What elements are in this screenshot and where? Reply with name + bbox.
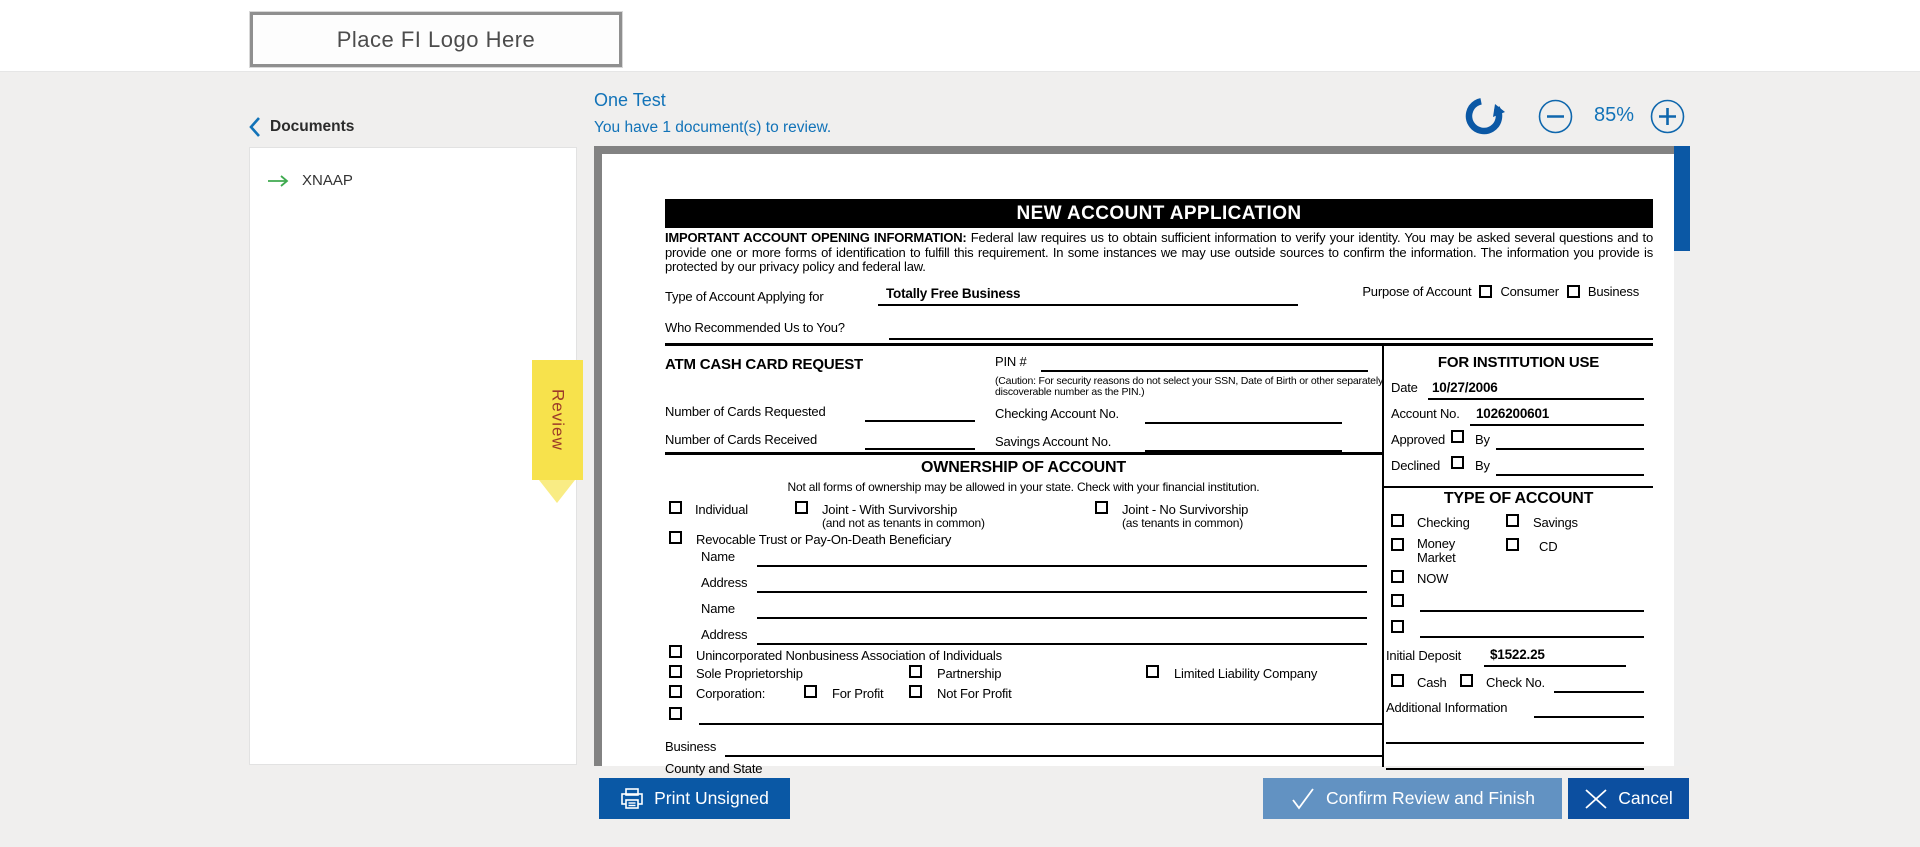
checking-account-no-label: Checking Account No.	[995, 405, 1119, 421]
savings-label: Savings	[1533, 514, 1578, 530]
purpose-of-account-group	[1362, 284, 1639, 299]
print-unsigned-button[interactable]	[599, 778, 790, 819]
back-chevron-icon	[249, 116, 261, 138]
joint-with-label: Joint - With Survivorship	[822, 501, 958, 517]
documents-to-review-text: You have 1 document(s) to review.	[594, 119, 832, 136]
check-checkbox	[1460, 674, 1473, 687]
top-bar	[0, 0, 1920, 72]
ownership-section	[665, 452, 1382, 776]
revocable-checkbox	[669, 531, 682, 544]
form-columns	[665, 343, 1653, 776]
zoom-level: 85%	[1594, 104, 1635, 126]
checking-checkbox	[1391, 514, 1404, 527]
form-title: NEW ACCOUNT APPLICATION	[665, 199, 1653, 228]
section-divider	[1384, 486, 1653, 488]
confirm-review-finish-button[interactable]	[1263, 778, 1562, 819]
name-label-2: Name	[701, 600, 735, 616]
refresh-button[interactable]	[1462, 94, 1506, 138]
other-entity-checkbox	[669, 707, 682, 720]
money-market-checkbox	[1391, 538, 1404, 551]
documents-back[interactable]	[249, 116, 354, 138]
blank-field-line	[1484, 665, 1626, 667]
cancel-label: Cancel	[1618, 788, 1673, 808]
type-applying-label: Type of Account Applying for	[665, 288, 824, 304]
form-intro	[665, 231, 1653, 275]
cd-label: CD	[1539, 538, 1558, 554]
consumer-checkbox	[1479, 285, 1492, 298]
unincorporated-label: Unincorporated Nonbusiness Association of Individuals	[696, 647, 1002, 663]
form-intro-lead: IMPORTANT ACCOUNT OPENING INFORMATION:	[665, 230, 967, 245]
corporation-checkbox	[669, 685, 682, 698]
joint-no-checkbox	[1095, 501, 1108, 514]
corporation-label: Corporation:	[696, 685, 766, 701]
documents-panel	[249, 147, 577, 765]
not-for-profit-label: Not For Profit	[937, 685, 1012, 701]
business-checkbox	[1567, 285, 1580, 298]
type-of-account-title: TYPE OF ACCOUNT	[1443, 489, 1594, 507]
not-for-profit-checkbox	[909, 685, 922, 698]
name-label-1: Name	[701, 548, 735, 564]
other-account-checkbox-1	[1391, 594, 1404, 607]
for-profit-checkbox	[804, 685, 817, 698]
cards-requested-label: Number of Cards Requested	[665, 403, 826, 419]
review-flag-label: Review	[548, 389, 568, 451]
cd-checkbox	[1506, 538, 1519, 551]
signer-name: One Test	[594, 90, 666, 110]
atm-section	[665, 346, 1382, 452]
printer-icon	[620, 788, 644, 810]
blank-field-line	[1145, 422, 1342, 424]
blank-field-line	[699, 723, 1382, 725]
declined-by-label: By	[1475, 457, 1490, 473]
joint-no-label: Joint - No Survivorship	[1122, 501, 1249, 517]
approved-checkbox	[1451, 430, 1464, 443]
partnership-label: Partnership	[937, 665, 1002, 681]
confirm-review-finish-label: Confirm Review and Finish	[1325, 788, 1536, 808]
llc-label: Limited Liability Company	[1174, 665, 1318, 681]
blank-field-line	[1534, 716, 1644, 718]
purpose-label: Purpose of Account	[1362, 283, 1472, 299]
type-applying-value: Totally Free Business	[878, 284, 1298, 306]
sole-checkbox	[669, 665, 682, 678]
print-unsigned-label: Print Unsigned	[654, 788, 769, 808]
checkmark-icon	[1290, 787, 1316, 811]
individual-checkbox	[669, 501, 682, 514]
checking-label: Checking	[1417, 514, 1470, 530]
blank-field-line	[725, 755, 1382, 757]
for-profit-label: For Profit	[832, 685, 884, 701]
institution-title: FOR INSTITUTION USE	[1437, 353, 1600, 371]
consumer-label: Consumer	[1500, 283, 1559, 299]
savings-checkbox	[1506, 514, 1519, 527]
check-no-label: Check No.	[1486, 674, 1545, 690]
form-left-column	[665, 346, 1384, 776]
approved-by-label: By	[1475, 431, 1490, 447]
joint-with-checkbox	[795, 501, 808, 514]
blank-field-line	[757, 591, 1367, 593]
blank-field-line	[889, 338, 1653, 340]
blank-field-line	[1554, 691, 1644, 693]
sole-label: Sole Proprietorship	[696, 665, 803, 681]
blank-field-line	[1496, 448, 1644, 450]
declined-label: Declined	[1391, 457, 1440, 473]
llc-checkbox	[1146, 665, 1159, 678]
document-viewer	[594, 146, 1690, 776]
ownership-subtitle: Not all forms of ownership may be allowed in your state. Check with your financial institution.	[787, 479, 1260, 494]
unincorporated-checkbox	[669, 645, 682, 658]
cards-received-label: Number of Cards Received	[665, 431, 817, 447]
review-flag-notch	[539, 480, 575, 503]
zoom-out-button[interactable]	[1538, 99, 1573, 134]
documents-back-label: Documents	[270, 118, 355, 135]
close-x-icon	[1584, 788, 1608, 810]
now-checkbox	[1391, 570, 1404, 583]
address-label-1: Address	[701, 574, 748, 590]
blank-field-line	[757, 565, 1367, 567]
revocable-label: Revocable Trust or Pay-On-Death Beneficiary	[696, 531, 952, 547]
savings-account-no-label: Savings Account No.	[995, 433, 1112, 449]
joint-with-sub: (and not as tenants in common)	[822, 515, 985, 530]
zoom-in-button[interactable]	[1650, 99, 1685, 134]
new-account-application-form	[665, 199, 1653, 776]
county-state-label: County and State	[665, 760, 763, 776]
viewer-scrollbar[interactable]	[1674, 146, 1690, 766]
blank-field-line	[757, 643, 1367, 645]
cancel-button[interactable]	[1568, 778, 1689, 819]
blank-field-line	[757, 617, 1367, 619]
recommended-label: Who Recommended Us to You?	[665, 319, 845, 335]
viewer-border-top	[594, 146, 1674, 154]
date-value: 10/27/2006	[1432, 379, 1498, 395]
blank-field-line	[1470, 424, 1644, 426]
other-account-checkbox-2	[1391, 620, 1404, 633]
ownership-title: OWNERSHIP OF ACCOUNT	[921, 458, 1126, 476]
blank-field-line	[1428, 398, 1644, 400]
account-no-label: Account No.	[1391, 405, 1460, 421]
business-label: Business	[665, 738, 717, 754]
initial-deposit-value: $1522.25	[1490, 646, 1545, 662]
document-name: XNAAP	[302, 172, 353, 189]
initial-deposit-label: Initial Deposit	[1386, 647, 1462, 663]
blank-field-line	[1041, 370, 1368, 372]
blank-field-line	[1420, 636, 1644, 638]
blank-field-line	[1496, 474, 1644, 476]
viewer-scrollbar-thumb[interactable]	[1674, 146, 1690, 251]
business-label: Business	[1587, 283, 1639, 299]
fi-logo-text: Place FI Logo Here	[336, 26, 536, 52]
blank-field-line	[1386, 768, 1644, 770]
money-market-label: Money Market	[1417, 535, 1456, 565]
individual-label: Individual	[695, 501, 748, 517]
declined-checkbox	[1451, 456, 1464, 469]
blank-field-line	[865, 420, 975, 422]
pin-label: PIN #	[995, 353, 1027, 369]
blank-field-line	[1386, 742, 1644, 744]
blank-field-line	[1420, 610, 1644, 612]
form-right-column	[1384, 346, 1653, 767]
pin-caution: (Caution: For security reasons do not select your SSN, Date of Birth or other separately discoverable number as the PIN.)	[995, 374, 1384, 398]
date-label: Date	[1391, 379, 1418, 395]
account-no-value: 1026200601	[1476, 405, 1550, 421]
sidebar-item-xnaap[interactable]	[250, 148, 576, 189]
account-type-row	[665, 281, 1653, 314]
address-label-2: Address	[701, 626, 748, 642]
arrow-right-icon	[266, 174, 292, 188]
fi-logo-placeholder	[250, 12, 622, 67]
approved-label: Approved	[1391, 431, 1446, 447]
document-page	[602, 154, 1674, 776]
additional-info-label: Additional Information	[1386, 699, 1508, 715]
blank-field-line	[865, 448, 975, 450]
cash-checkbox	[1391, 674, 1404, 687]
viewer-border-left	[594, 146, 602, 766]
now-label: NOW	[1417, 570, 1449, 586]
review-flag[interactable]	[532, 360, 583, 480]
cash-label: Cash	[1417, 674, 1447, 690]
atm-title: ATM CASH CARD REQUEST	[665, 355, 864, 373]
joint-no-sub: (as tenants in common)	[1122, 515, 1243, 530]
recommended-row	[665, 314, 1653, 343]
partnership-checkbox	[909, 665, 922, 678]
form-intro-body: Federal law requires us to obtain sufficient information to verify your identity. You may be asked several questions and to provide one or more forms of identification to fulfill this requirement. In some instances we may use outside sources to confirm the information. The information you provide is protected by our privacy policy and federal law.	[665, 230, 1653, 274]
